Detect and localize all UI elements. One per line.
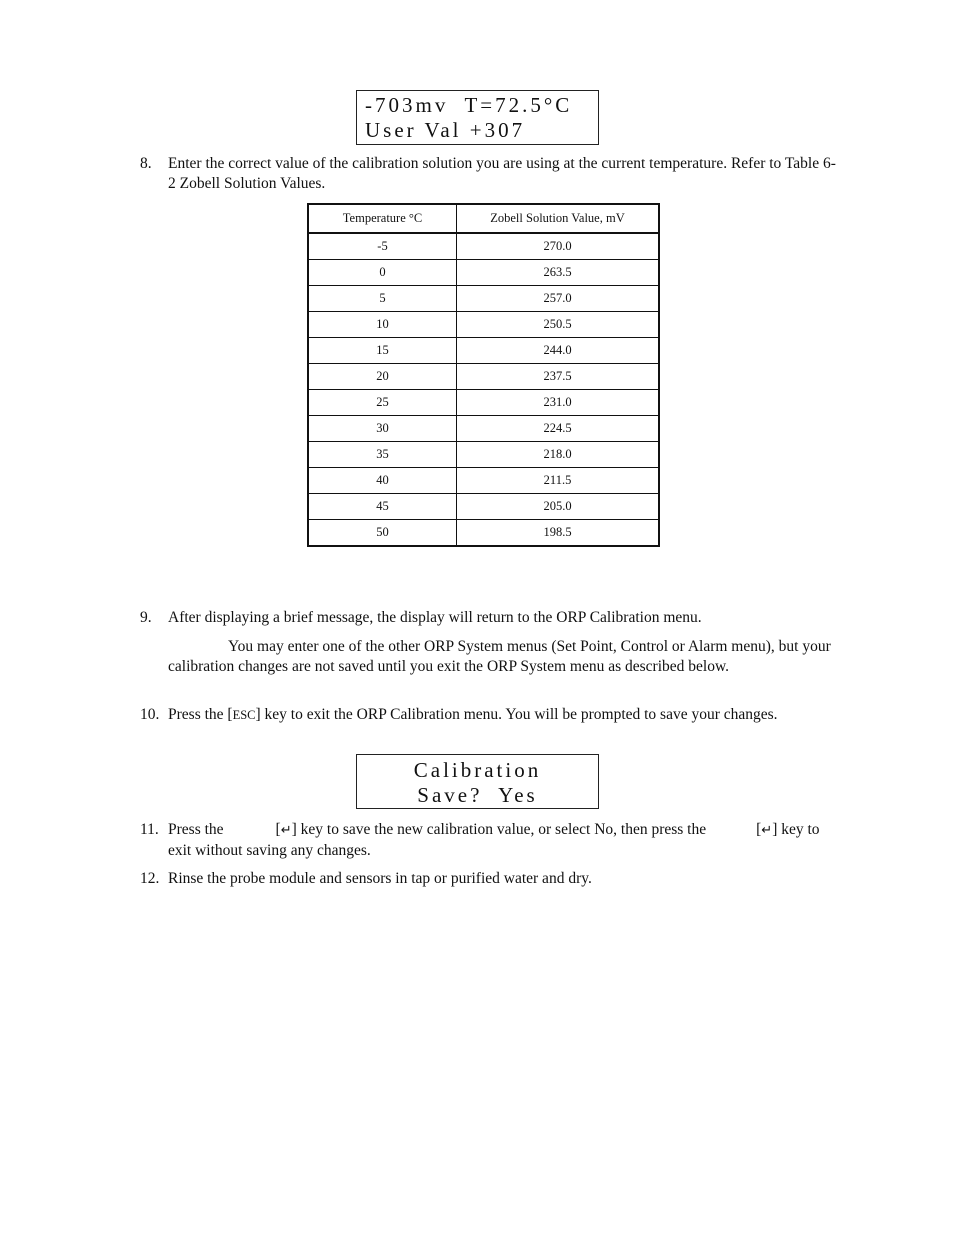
cell-temperature: 35 bbox=[308, 442, 457, 468]
lcd-line-2: User Val +307 bbox=[365, 118, 526, 142]
table-row bbox=[308, 260, 659, 286]
table-row bbox=[308, 390, 659, 416]
table-row bbox=[308, 233, 659, 260]
cell-temperature: 0 bbox=[308, 260, 457, 286]
step-text: After displaying a brief message, the display will return to the ORP Calibration menu. bbox=[168, 609, 702, 626]
table-row bbox=[308, 416, 659, 442]
cell-temperature: 20 bbox=[308, 364, 457, 390]
step-text bbox=[168, 820, 840, 861]
step-text: Rinse the probe module and sensors in tap or purified water and dry. bbox=[168, 870, 592, 887]
cell-zobell-value: 244.0 bbox=[457, 338, 660, 364]
cell-temperature: 25 bbox=[308, 390, 457, 416]
cell-zobell-value: 218.0 bbox=[457, 442, 660, 468]
cell-temperature: 30 bbox=[308, 416, 457, 442]
table-body bbox=[308, 233, 659, 546]
step-11 bbox=[140, 820, 840, 861]
lcd-line-2: Save? Yes bbox=[417, 783, 538, 807]
step-number: 8. bbox=[140, 155, 152, 172]
lcd-line-1: Calibration bbox=[413, 758, 542, 782]
header-zobell-value: Zobell Solution Value, mV bbox=[457, 204, 660, 233]
step-text-before: Press the [ bbox=[168, 706, 233, 723]
lcd-display-reading bbox=[356, 90, 599, 145]
key-bracket-open: [ bbox=[756, 821, 762, 838]
cell-temperature: 45 bbox=[308, 494, 457, 520]
cell-temperature: 40 bbox=[308, 468, 457, 494]
zobell-solution-table bbox=[307, 203, 660, 547]
table-row bbox=[308, 520, 659, 547]
step-number: 9. bbox=[140, 609, 152, 626]
enter-key-2 bbox=[756, 821, 777, 838]
table-row bbox=[308, 364, 659, 390]
return-arrow-icon: ↵ bbox=[280, 823, 292, 838]
cell-zobell-value: 211.5 bbox=[457, 468, 660, 494]
step-8 bbox=[140, 154, 840, 194]
cell-zobell-value: 263.5 bbox=[457, 260, 660, 286]
cell-zobell-value: 250.5 bbox=[457, 312, 660, 338]
return-arrow-icon: ↵ bbox=[761, 823, 773, 838]
step-text: Enter the correct value of the calibration solution you are using at the current temperature. Refer to Table 6-2 Zobell Solution Values. bbox=[168, 155, 836, 192]
cell-temperature: 15 bbox=[308, 338, 457, 364]
key-bracket-close: ] bbox=[772, 821, 778, 838]
cell-temperature: 50 bbox=[308, 520, 457, 547]
step-text bbox=[168, 705, 840, 725]
cell-temperature: 10 bbox=[308, 312, 457, 338]
cell-zobell-value: 237.5 bbox=[457, 364, 660, 390]
cell-temperature: 5 bbox=[308, 286, 457, 312]
header-temperature: Temperature °C bbox=[308, 204, 457, 233]
table-row bbox=[308, 312, 659, 338]
cell-zobell-value: 270.0 bbox=[457, 233, 660, 260]
enter-key-1 bbox=[276, 821, 297, 838]
table-row bbox=[308, 338, 659, 364]
step-text-after: ] key to exit the ORP Calibration menu. You will be prompted to save your changes. bbox=[255, 706, 778, 723]
lcd-line-1: -703mv T=72.5°C bbox=[365, 93, 573, 117]
step-text-part-3: key to exit without saving any changes. bbox=[168, 821, 820, 859]
cell-temperature: -5 bbox=[308, 233, 457, 260]
key-bracket-close: ] bbox=[291, 821, 297, 838]
step-number: 10. bbox=[140, 706, 160, 723]
step-12 bbox=[140, 869, 840, 889]
key-bracket-open: [ bbox=[275, 821, 281, 838]
cell-zobell-value: 224.5 bbox=[457, 416, 660, 442]
cell-zobell-value: 205.0 bbox=[457, 494, 660, 520]
step-9-note bbox=[140, 637, 840, 677]
table-row bbox=[308, 286, 659, 312]
table-row bbox=[308, 442, 659, 468]
note-text: You may enter one of the other ORP System menus (Set Point, Control or Alarm menu), but your calibration changes are not saved until you exit the ORP System menu as described below. bbox=[168, 638, 831, 675]
table-header-row bbox=[308, 204, 659, 233]
step-number: 12. bbox=[140, 870, 160, 887]
cell-zobell-value: 231.0 bbox=[457, 390, 660, 416]
esc-key-label: ESC bbox=[232, 708, 256, 722]
table-row bbox=[308, 494, 659, 520]
cell-zobell-value: 257.0 bbox=[457, 286, 660, 312]
cell-zobell-value: 198.5 bbox=[457, 520, 660, 547]
table-row bbox=[308, 468, 659, 494]
step-text-part-1: Press the bbox=[168, 821, 224, 838]
step-number: 11. bbox=[140, 821, 159, 838]
lcd-display-save-prompt bbox=[356, 754, 599, 809]
step-10 bbox=[140, 705, 840, 725]
step-9 bbox=[140, 608, 840, 628]
step-text-part-2: key to save the new calibration value, or select No, then press the bbox=[300, 821, 707, 838]
